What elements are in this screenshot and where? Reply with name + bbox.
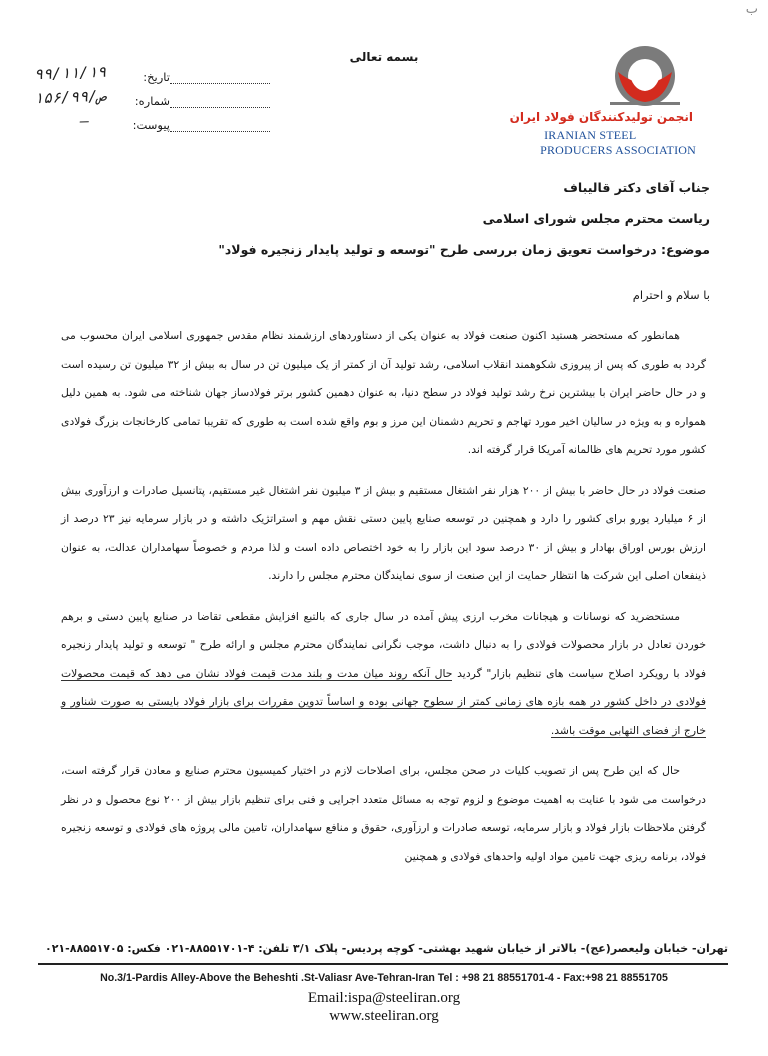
paragraph-2: صنعت فولاد در حال حاضر با بیش از ۲۰۰ هزار نفر اشتغال مستقیم و بیش از ۳ میلیون نفر اشتغال غیر مستقیم، پتانسیل صادرات و ارزآوری بیش از ۶ میلیارد یورو برای کشور را دارد و همچنین در توسعه صنایع پایین دستی نقش مهم و استراتژیک داشته و در بازار سرمایه نیز ۲۳ درصد از ارزش بورس اوراق بهادار و بیش از ۳۰ درصد سود این بازار را به خود اختصاص داده است و لذا مردم و خصوصاً سهامداران عدالت، به عنوان ذینفعان اصلی این شرکت ها انتظار حمایت از این صنعت از سوی نمایندگان محترم مجلس را دارند. bbox=[61, 483, 707, 582]
paragraph-3-underlined: حال آنکه روند میان مدت و بلند مدت قیمت فولاد نشان می دهد که قیمت محصولات فولادی در داخل کشور در همه بازه های زمانی کمتر از سطوح جهانی بوده و اساساً تدوین مقررات برای بازار فولاد بایستی به صورت شناور و خارج از فضای التهابی موقت باشد. bbox=[61, 666, 706, 737]
date-line bbox=[170, 83, 270, 84]
number-label: شماره: bbox=[134, 94, 170, 108]
page-corner-mark: ب bbox=[745, 2, 758, 17]
footer-address-en: No.3/1-Pardis Alley-Above the Beheshti .St-Valiasr Ave-Tehran-Iran Tel : +98 21 88551701-4 - Fax:+98 21 88551705 bbox=[100, 972, 668, 984]
number-value: ۱۵۶/ص/۹۹ bbox=[33, 86, 107, 108]
footer-address-fa: تهران- خیابان ولیعصر(عج)- بالاتر از خیابان شهید بهشتی- کوچه پردیس- پلاک ۳/۱ تلفن: ۴-۸۸۵۵۱۷۰۱-۰۲۱ فکس: ۸۸۵۵۱۷۰۵-۰۲۱ bbox=[45, 942, 728, 955]
footer-divider bbox=[38, 963, 728, 965]
bismillah-heading: بسمه تعالی bbox=[349, 50, 419, 64]
footer-website: www.steeliran.org bbox=[329, 1008, 439, 1024]
letter-subject: موضوع: درخواست تعویق زمان بررسی طرح "توسعه و تولید پایدار زنجیره فولاد" bbox=[218, 242, 710, 257]
addressee-name: جناب آقای دکتر قالیباف bbox=[563, 180, 710, 195]
date-value: ۹۹/۱۱/۱۹ bbox=[33, 62, 107, 84]
footer-email: Email:ispa@steeliran.org bbox=[307, 990, 461, 1006]
attachment-line bbox=[170, 131, 270, 132]
attachment-value: — bbox=[79, 111, 90, 131]
association-name-en-line1: IRANIAN STEEL bbox=[544, 128, 637, 142]
letter-meta bbox=[33, 62, 270, 138]
paragraph-1: همانطور که مستحضر هستید اکنون صنعت فولاد به عنوان یکی از دستاوردهای ارزشمند نظام مقدس جمهوری اسلامی ایران محسوب می گردد به طوری که پس از پیروزی شکوهمند انقلاب اسلامی، رشد تولید آن از کمتر از یک میلیون تن در سال به بیش از ۳۲ میلیون تن رسیده است و در حال حاضر ایران با بیشترین نرخ رشد تولید فولاد در سطح دنیا، به عنوان دهمین کشور برتر فولادساز جهان شناخته می شود. به همین دلیل همواره و به ویژه در سالیان اخیر مورد تهاجم و تحریم دشمنان این مرز و بوم واقع شده است به طوری که تقریبا تمامی کارخانجات بزرگ فولادی کشور مورد تحریم های ظالمانه آمریکا قرار گرفته اند. bbox=[61, 329, 706, 456]
number-row bbox=[33, 86, 270, 114]
association-name-fa: انجمن تولیدکنندگان فولاد ایران bbox=[509, 110, 693, 124]
paragraph-3 bbox=[61, 603, 706, 746]
steel-logo-icon bbox=[590, 42, 700, 110]
addressee-title: ریاست محترم مجلس شورای اسلامی bbox=[482, 211, 710, 226]
association-name-en bbox=[540, 128, 696, 158]
greeting: با سلام و احترام bbox=[632, 288, 710, 302]
letter-body bbox=[61, 322, 706, 883]
number-line bbox=[170, 107, 270, 108]
date-row bbox=[33, 62, 270, 90]
attachment-label: پیوست: bbox=[132, 118, 170, 132]
association-logo bbox=[590, 42, 700, 110]
paragraph-3-part-a: مستحضرید که نوسانات و هیجانات مخرب ارزی پیش آمده در سال جاری که بالتبع افزایش مقطعی تقاضا در صنایع پایین دستی و برهم خوردن تعادل در بازار محصولات فولادی را به دنبال داشت، موجب نگرانی نمایندگان محترم مجلس و ارائه طرح " توسعه و تولید پایدار زنجیره فولاد با رویکرد اصلاح سیاست های تنظیم بازار" گردید bbox=[61, 609, 707, 680]
attachment-row bbox=[40, 111, 270, 138]
association-name-en-line2: PRODUCERS ASSOCIATION bbox=[540, 143, 696, 157]
addressee-block bbox=[60, 180, 710, 273]
date-label: تاریخ: bbox=[143, 70, 170, 84]
paragraph-4: حال که این طرح پس از تصویب کلیات در صحن مجلس، برای اصلاحات لازم در اختیار کمیسیون محترم صنایع و معادن قرار گرفته است، درخواست می شود با عنایت به اهمیت موضوع و لزوم توجه به مسائل متعدد اجرایی و فنی برای تنظیم بازار بیش از ۲۰۰ نوع محصول و در نظر گرفتن ملاحظات بازار فولاد و بازار سرمایه، توسعه صادرات و ارزآوری، حقوق و منافع سهامداران، تامین مالی پروژه های فولادی و توسعه زنجیره فولاد، برنامه ریزی جهت تامین مواد اولیه واحدهای فولادی و همچنین bbox=[61, 764, 706, 863]
